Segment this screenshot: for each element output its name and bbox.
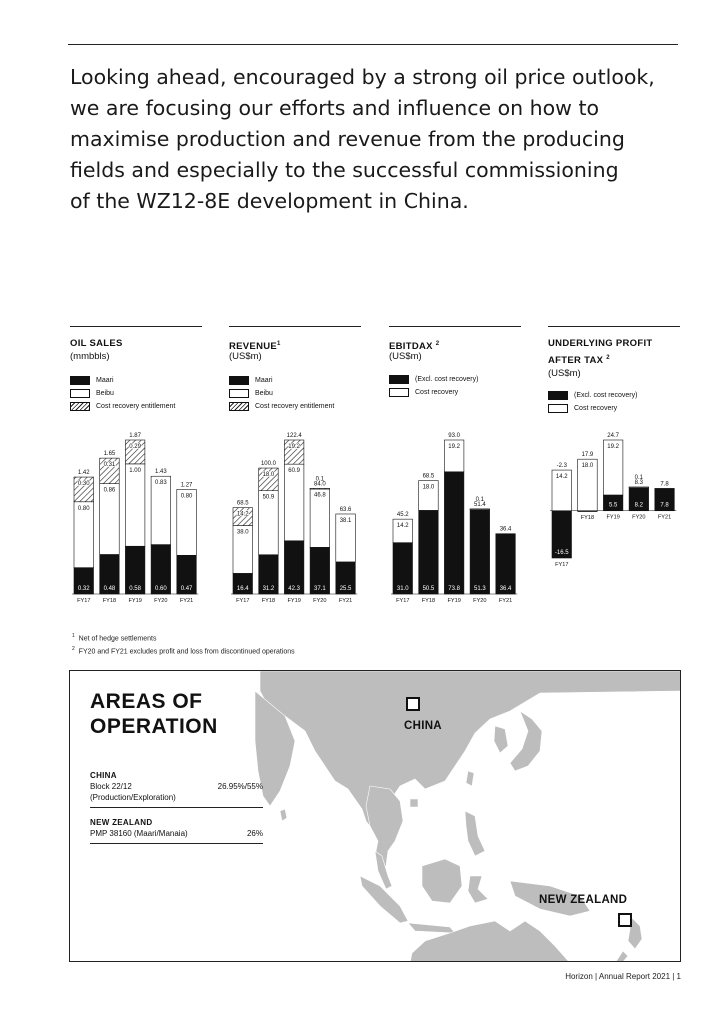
legend-label: (Excl. cost recovery)	[415, 376, 479, 383]
category-label: FY17	[396, 598, 410, 604]
page-footer: Horizon | Annual Report 2021 | 1	[565, 972, 681, 981]
segment-label: 14.2	[396, 523, 409, 530]
total-label: 24.7	[607, 433, 619, 439]
ebitdax-title-text: EBITDAX	[389, 341, 433, 353]
category-label: FY17	[555, 562, 569, 568]
total-label: 100.0	[260, 461, 276, 468]
segment-label: 0.30	[77, 481, 90, 488]
total-label: 63.6	[339, 506, 352, 513]
borneo	[422, 859, 462, 903]
intro-line: fields and especially to the successful commissioning	[70, 158, 619, 182]
legend-item-beibu	[70, 387, 175, 400]
legend-item-cost-recovery	[548, 402, 637, 415]
category-label: FY17	[77, 598, 91, 604]
bar-segment	[470, 509, 490, 594]
oil-sales-chart	[70, 426, 202, 616]
profit-title-line: UNDERLYING PROFIT	[548, 338, 653, 349]
footnote-marker: 1	[72, 633, 75, 639]
legend-label: Maari	[96, 377, 114, 384]
segment-label: 0.32	[77, 586, 90, 592]
panel-rule	[229, 326, 361, 327]
legend-item-beibu	[229, 387, 334, 400]
legend-swatch	[548, 391, 568, 400]
interest-value: 26%	[246, 829, 263, 838]
legend-swatch	[389, 375, 409, 384]
revenue-title-text: REVENUE	[229, 341, 278, 353]
region-name: NEW ZEALAND	[90, 818, 153, 827]
legend-item-cost-recovery	[70, 400, 175, 413]
profit-chart	[548, 426, 680, 662]
legend-item-maari	[70, 374, 175, 387]
segment-label: 0.60	[155, 586, 167, 592]
total-label: 1.65	[103, 451, 116, 458]
japan	[510, 711, 542, 771]
segment-label: 25.5	[339, 586, 352, 592]
region-new-zealand	[90, 817, 263, 844]
panel-rule	[548, 326, 680, 327]
intro-line: maximise production and revenue from the producing	[70, 127, 625, 151]
revenue-unit: (US$m)	[229, 351, 262, 362]
oil-sales-panel	[70, 326, 202, 656]
revenue-chart	[229, 426, 361, 616]
panel-rule	[70, 326, 202, 327]
footnote-text: FY20 and FY21 excludes profit and loss from discontinued operations	[78, 648, 295, 656]
areas-of-operation-box	[69, 670, 681, 962]
bar-segment	[470, 509, 490, 510]
segment-label: 0.58	[129, 586, 141, 592]
intro-line: Looking ahead, encouraged by a strong oil price outlook,	[70, 65, 655, 89]
legend-label: Maari	[255, 377, 273, 384]
segment-label: 50.9	[262, 494, 275, 501]
legend-label: Cost recovery	[415, 389, 459, 396]
segment-label: 7.8	[660, 502, 669, 509]
permit-name: PMP 38160 (Maari/Manaia)	[90, 829, 188, 838]
segment-label: 5.5	[608, 502, 618, 509]
oil-sales-title: OIL SALES	[70, 338, 123, 349]
footnote	[72, 644, 295, 657]
footnote	[72, 631, 295, 644]
total-label: 8.3	[634, 479, 644, 486]
separator	[90, 843, 263, 844]
hainan	[410, 799, 418, 807]
segment-label: 14.2	[236, 511, 249, 518]
segment-label: 8.2	[634, 502, 644, 509]
intro-line: we are focusing our efforts and influence on how to	[70, 96, 600, 120]
total-label: 45.2	[396, 512, 409, 519]
segment-label: 0.80	[77, 505, 90, 512]
areas-title-line: OPERATION	[90, 715, 218, 738]
segment-label: 73.8	[448, 586, 460, 592]
segment-label: 0.1	[315, 476, 325, 483]
segment-label: 0.47	[180, 586, 193, 592]
category-label: FY20	[313, 598, 327, 604]
total-label: -2.3	[556, 463, 567, 470]
legend-item-cost-recovery	[389, 386, 478, 399]
ebitdax-legend	[389, 373, 478, 399]
segment-label: 0.80	[180, 493, 193, 500]
segment-label: 19.2	[288, 444, 300, 450]
bar-segment	[444, 472, 464, 594]
segment-label: 18.0	[262, 472, 275, 479]
total-label: 68.5	[422, 473, 435, 480]
sri-lanka	[280, 809, 287, 821]
total-label: 1.43	[155, 469, 167, 476]
profit-legend	[548, 389, 637, 415]
legend-swatch	[229, 402, 249, 411]
segment-label: 50.5	[422, 586, 435, 592]
category-label: FY21	[657, 514, 672, 521]
category-label: FY18	[102, 598, 117, 604]
segment-label: 0.31	[103, 462, 116, 469]
profit-unit: (US$m)	[548, 368, 581, 379]
category-label: FY19	[447, 598, 461, 604]
segment-label: 0.1	[634, 474, 644, 481]
legend-swatch	[70, 402, 90, 411]
bar-segment	[151, 476, 171, 544]
total-label: 84.0	[314, 481, 326, 488]
china-location-marker	[406, 697, 420, 711]
areas-title	[90, 689, 218, 739]
legend-swatch	[70, 376, 90, 385]
category-label: FY20	[154, 598, 168, 604]
category-label: FY20	[473, 598, 487, 604]
total-label: 1.42	[77, 470, 90, 477]
ebitdax-chart	[389, 426, 521, 616]
segment-label: 0.1	[475, 496, 485, 503]
segment-label: 42.3	[288, 586, 300, 592]
segment-label: 36.4	[499, 586, 512, 592]
oil-sales-legend	[70, 374, 175, 413]
segment-label: 46.8	[314, 492, 326, 499]
legend-label: Cost recovery entitlement	[96, 403, 176, 410]
legend-label: Cost recovery entitlement	[255, 403, 335, 410]
philippines	[465, 811, 485, 856]
segment-label: 0.83	[155, 480, 167, 487]
legend-label: Beibu	[96, 390, 114, 397]
total-label: 1.87	[129, 433, 141, 439]
category-label: FY18	[261, 598, 276, 604]
legend-swatch	[389, 388, 409, 397]
ebitdax-unit: (US$m)	[389, 351, 422, 362]
legend-swatch	[548, 404, 568, 413]
revenue-title-sup: 1	[277, 341, 281, 347]
new-zealand-map-label: NEW ZEALAND	[539, 894, 628, 906]
legend-item-cost-recovery	[229, 400, 334, 413]
legend-item-maari	[229, 374, 334, 387]
total-label: 122.4	[286, 433, 302, 439]
total-label: 51.4	[474, 501, 486, 508]
total-label: 1.27	[180, 482, 193, 489]
profit-title-line: AFTER TAX	[548, 355, 604, 367]
bar-segment	[284, 464, 304, 541]
intro-statement	[70, 62, 690, 217]
total-label: 17.9	[581, 452, 594, 459]
oil-sales-unit: (mmbbls)	[70, 351, 110, 362]
segment-label: 51.3	[474, 586, 486, 592]
legend-swatch	[229, 376, 249, 385]
segment-label: 31.2	[262, 586, 275, 592]
segment-label: 18.0	[422, 484, 435, 491]
bar-segment	[125, 464, 144, 546]
segment-label: 37.1	[314, 586, 326, 592]
bar-segment	[496, 534, 516, 594]
category-label: FY19	[606, 514, 620, 521]
areas-title-line: AREAS OF	[90, 690, 203, 713]
legend-label: Cost recovery	[574, 405, 618, 412]
region-row	[90, 828, 263, 839]
block-name: Block 22/12	[90, 782, 132, 791]
region-row	[90, 781, 263, 792]
segment-label: 38.0	[236, 529, 249, 536]
footnote-text: Net of hedge settlements	[78, 635, 157, 643]
panel-rule	[389, 326, 521, 327]
legend-label: Beibu	[255, 390, 273, 397]
footnotes	[72, 631, 295, 658]
legend-swatch	[70, 389, 90, 398]
interest-value: 26.95%/55%	[217, 782, 263, 791]
korea	[494, 726, 508, 753]
segment-label: 60.9	[288, 468, 300, 475]
profit-title-sup: 2	[606, 355, 610, 361]
top-rule	[68, 44, 678, 45]
revenue-legend	[229, 374, 334, 413]
category-label: FY18	[580, 515, 595, 522]
segment-label: 16.4	[236, 586, 249, 592]
segment-label: 18.0	[581, 463, 594, 470]
total-label: 7.8	[660, 481, 669, 488]
segment-label: 1.00	[129, 467, 141, 474]
region-china	[90, 770, 263, 808]
segment-label: 19.2	[607, 444, 619, 450]
profit-panel	[548, 326, 680, 656]
legend-swatch	[229, 389, 249, 398]
legend-label: (Excl. cost recovery)	[574, 392, 638, 399]
bar-segment	[100, 484, 120, 555]
bar-segment	[310, 488, 330, 489]
indochina	[366, 786, 403, 871]
bar-segment	[629, 487, 649, 488]
segment-label: 0.48	[103, 586, 116, 592]
separator	[90, 807, 263, 808]
segment-label: 0.86	[103, 487, 116, 494]
segment-label: 19.2	[448, 444, 460, 450]
category-label: FY17	[236, 598, 250, 604]
revenue-panel	[229, 326, 361, 656]
category-label: FY21	[498, 598, 513, 604]
segment-label: 38.1	[339, 517, 352, 524]
java	[408, 923, 455, 933]
profit-title	[548, 337, 653, 368]
total-label: 36.4	[499, 526, 512, 533]
category-label: FY18	[421, 598, 436, 604]
asia-landmass	[260, 671, 681, 829]
legend-item-excl-cost-recovery	[389, 373, 478, 386]
nz-south-island	[615, 951, 628, 962]
footnote-marker: 2	[72, 646, 75, 653]
total-label: 68.5	[236, 500, 249, 507]
category-label: FY21	[338, 598, 353, 604]
segment-label: 0.29	[129, 444, 141, 450]
china-map-label: CHINA	[404, 720, 442, 732]
ebitdax-title-sup: 2	[435, 341, 440, 347]
region-name: CHINA	[90, 771, 117, 780]
category-label: FY19	[128, 598, 142, 604]
ebitdax-panel	[389, 326, 521, 656]
sulawesi	[468, 876, 488, 903]
legend-item-excl-cost-recovery	[548, 389, 637, 402]
segment-label: -16.5	[554, 550, 569, 556]
new-zealand-location-marker	[618, 913, 632, 927]
category-label: FY21	[179, 598, 194, 604]
category-label: FY20	[632, 514, 646, 521]
intro-line: of the WZ12-8E development in China.	[70, 189, 469, 213]
region-note: (Production/Exploration)	[90, 793, 176, 802]
segment-label: 31.0	[396, 586, 409, 592]
taiwan	[466, 771, 474, 786]
bar-segment	[419, 510, 439, 594]
segment-label: 14.2	[555, 474, 568, 481]
total-label: 93.0	[448, 433, 460, 439]
category-label: FY19	[287, 598, 301, 604]
